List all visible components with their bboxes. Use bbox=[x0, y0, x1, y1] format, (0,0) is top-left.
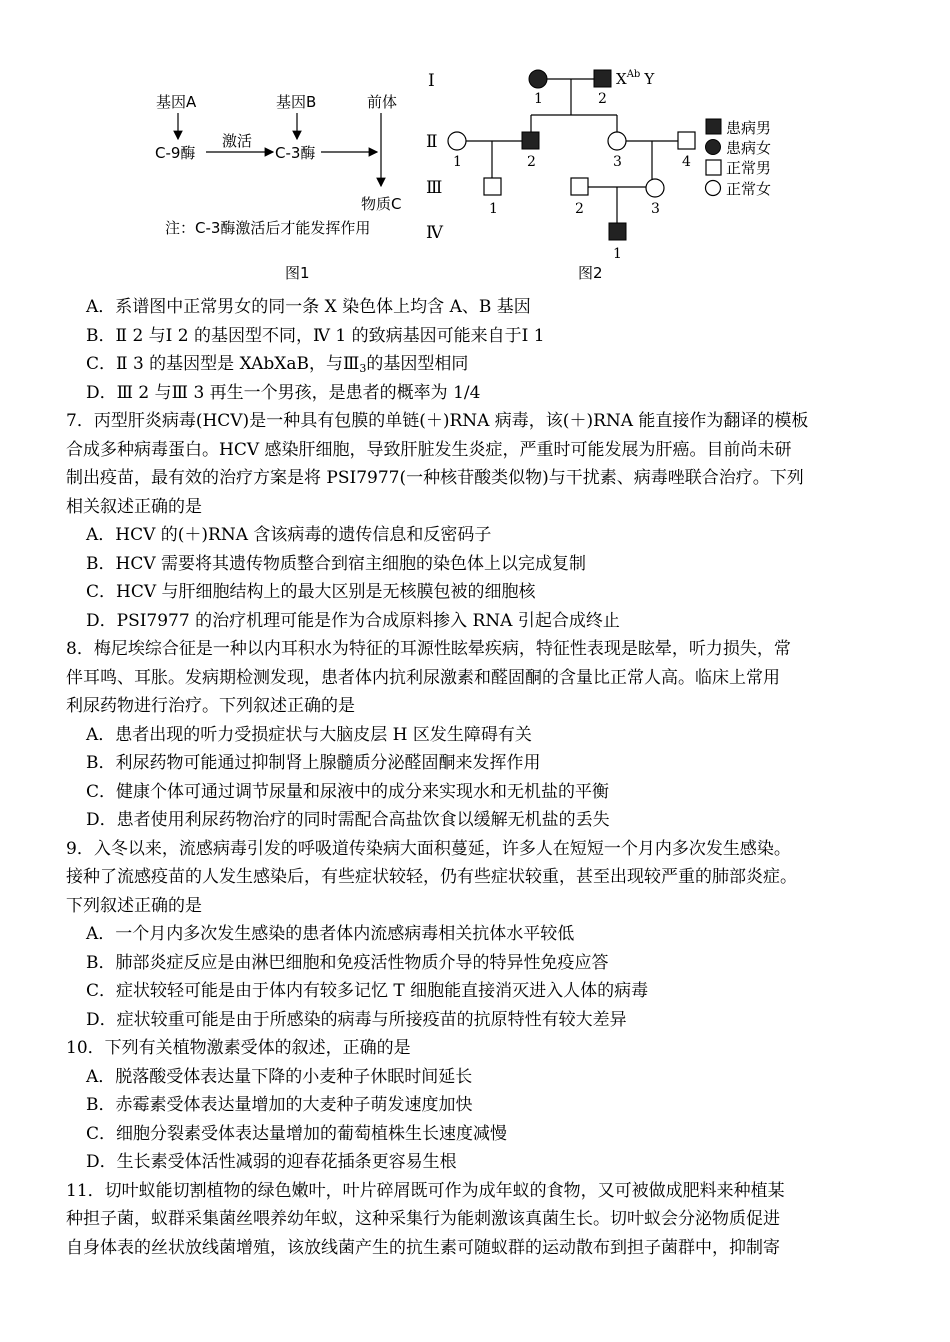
q7-option-d: D．PSI7977 的治疗机理可能是作为合成原料掺入 RNA 引起合成终止 bbox=[86, 611, 620, 631]
legend-normal-female-symbol bbox=[706, 181, 721, 196]
label-IV-1: 1 bbox=[613, 246, 622, 262]
q9-option-c: C．症状较轻可能是由于体内有较多记忆 T 细胞能直接消灭进入人体的病毒 bbox=[86, 981, 649, 1001]
label-II-2: 2 bbox=[527, 154, 536, 170]
generation-3-label: Ⅲ bbox=[426, 178, 443, 198]
q10-option-d: D．生长素受体活性减弱的迎春花插条更容易生根 bbox=[86, 1152, 457, 1172]
legend-affected-male-symbol bbox=[706, 119, 721, 134]
q7-option-b: B．HCV 需要将其遗传物质整合到宿主细胞的染色体上以完成复制 bbox=[86, 554, 587, 574]
q10-option-b: B．赤霉素受体表达量增加的大麦种子萌发速度加快 bbox=[86, 1095, 473, 1115]
gene-b-label: 基因B bbox=[276, 93, 317, 111]
q8-stem-line-3: 利尿药物进行治疗。下列叙述正确的是 bbox=[66, 696, 355, 716]
pedigree-II-1-normal-female bbox=[448, 132, 466, 150]
pedigree-I-1-affected-female bbox=[529, 70, 547, 88]
label-II-3: 3 bbox=[613, 154, 622, 170]
q9-option-a: A．一个月内多次发生感染的患者体内流感病毒相关抗体水平较低 bbox=[86, 924, 575, 944]
q10-option-a: A．脱落酸受体表达量下降的小麦种子休眠时间延长 bbox=[86, 1067, 473, 1087]
activate-label: 激活 bbox=[222, 132, 253, 150]
figure-2-caption: 图2 bbox=[578, 264, 603, 282]
figure-area bbox=[0, 0, 950, 290]
label-I-2: 2 bbox=[598, 91, 607, 107]
q6-option-c-part2: 的基因型相同 bbox=[366, 354, 469, 374]
label-II-4: 4 bbox=[682, 154, 691, 170]
label-III-3: 3 bbox=[651, 201, 660, 217]
q7-stem-line-2: 合成多种病毒蛋白。HCV 感染肝细胞，导致肝脏发生炎症，严重时可能发展为肝癌。目前尚未研 bbox=[66, 440, 792, 460]
q9-stem-line-1: 9．入冬以来，流感病毒引发的呼吸道传染病大面积蔓延，许多人在短短一个月内多次发生感染。 bbox=[66, 839, 791, 859]
q6-option-c-part1: C．Ⅱ 3 的基因型是 XAbXaB，与Ⅲ bbox=[86, 354, 360, 374]
q8-option-c: C．健康个体可通过调节尿量和尿液中的成分来实现水和无机盐的平衡 bbox=[86, 782, 610, 802]
label-I-1: 1 bbox=[534, 91, 543, 107]
c9-enzyme-label: C-9酶 bbox=[155, 144, 196, 162]
label-II-1: 1 bbox=[453, 154, 462, 170]
q10-option-c: C．细胞分裂素受体表达量增加的葡萄植株生长速度减慢 bbox=[86, 1124, 508, 1144]
pedigree-II-2-affected-male bbox=[522, 132, 539, 149]
pedigree-III-3-normal-female bbox=[646, 179, 664, 197]
pedigree-I-2-affected-male bbox=[594, 70, 611, 87]
pedigree-III-2-normal-male bbox=[571, 178, 588, 195]
q11-stem-line-2: 种担子菌，蚁群采集菌丝喂养幼年蚁，这种采集行为能刺激该真菌生长。切叶蚁会分泌物质促进 bbox=[66, 1209, 780, 1229]
genotype-base: X bbox=[616, 70, 627, 88]
q9-stem-line-2: 接种了流感疫苗的人发生感染后，有些症状较轻，仍有些症状较重，甚至出现较严重的肺部炎症。 bbox=[66, 867, 797, 887]
label-III-1: 1 bbox=[489, 201, 498, 217]
label-III-2: 2 bbox=[575, 201, 584, 217]
legend-normal-male-symbol bbox=[706, 160, 721, 175]
q7-option-a: A．HCV 的(＋)RNA 含该病毒的遗传信息和反密码子 bbox=[86, 525, 492, 545]
generation-2-label: Ⅱ bbox=[426, 132, 438, 152]
q8-option-d: D．患者使用利尿药物治疗的同时需配合高盐饮食以缓解无机盐的丢失 bbox=[86, 810, 610, 830]
pedigree-IV-1-affected-male bbox=[609, 223, 626, 240]
q6-option-c-sub: 3 bbox=[359, 362, 367, 375]
q9-option-b: B．肺部炎症反应是由淋巴细胞和免疫活性物质介导的特异性免疫应答 bbox=[86, 953, 609, 973]
generation-1-label: Ⅰ bbox=[428, 71, 435, 91]
genotype-I-2 bbox=[616, 69, 655, 88]
genotype-y: Y bbox=[644, 70, 655, 88]
figure-2-pedigree bbox=[426, 69, 771, 282]
c3-enzyme-label: C-3酶 bbox=[275, 144, 316, 162]
q11-stem-line-3: 自身体表的丝状放线菌增殖，该放线菌产生的抗生素可随蚁群的运动散布到担子菌群中，抑制寄 bbox=[66, 1238, 780, 1258]
legend-affected-female: 患病女 bbox=[726, 139, 772, 157]
pedigree-legend bbox=[706, 119, 772, 198]
q9-option-d: D．症状较重可能是由于所感染的病毒与所接疫苗的抗原特性有较大差异 bbox=[86, 1010, 627, 1030]
genotype-sup: Ab bbox=[626, 69, 641, 80]
precursor-label: 前体 bbox=[367, 93, 398, 111]
q6-option-b: B．Ⅱ 2 与Ⅰ 2 的基因型不同，Ⅳ 1 的致病基因可能来自于Ⅰ 1 bbox=[86, 326, 545, 346]
q7-stem-line-1: 7．丙型肝炎病毒(HCV)是一种具有包膜的单链(＋)RNA 病毒，该(＋)RNA 能直接作为翻译的模板 bbox=[66, 411, 809, 431]
q8-option-b: B．利尿药物可能通过抑制肾上腺髓质分泌醛固酮来发挥作用 bbox=[86, 753, 541, 773]
q6-option-d: D．Ⅲ 2 与Ⅲ 3 再生一个男孩，是患者的概率为 1/4 bbox=[86, 383, 481, 403]
substance-c-label: 物质C bbox=[361, 195, 402, 213]
generation-4-label: Ⅳ bbox=[426, 223, 443, 243]
q7-stem-line-3: 制出疫苗，最有效的治疗方案是将 PSI7977(一种核苷酸类似物)与干扰素、病毒唑联合治疗。下列 bbox=[66, 468, 804, 488]
legend-affected-female-symbol bbox=[706, 140, 721, 155]
pedigree-II-3-normal-female bbox=[608, 132, 626, 150]
q8-stem-line-1: 8．梅尼埃综合征是一种以内耳积水为特征的耳源性眩晕疾病，特征性表现是眩晕，听力损失，常 bbox=[66, 639, 791, 659]
q10-stem: 10．下列有关植物激素受体的叙述，正确的是 bbox=[66, 1038, 411, 1058]
q11-stem-line-1: 11．切叶蚁能切割植物的绿色嫩叶，叶片碎屑既可作为成年蚁的食物，又可被做成肥料来种植某 bbox=[66, 1181, 785, 1201]
figures-svg bbox=[0, 0, 950, 290]
q6-option-c bbox=[86, 353, 468, 380]
q7-stem-line-4: 相关叙述正确的是 bbox=[66, 497, 202, 517]
pedigree-II-4-normal-male bbox=[678, 132, 695, 149]
gene-a-label: 基因A bbox=[156, 93, 197, 111]
legend-affected-male: 患病男 bbox=[726, 119, 772, 137]
pedigree-III-1-normal-male bbox=[484, 178, 501, 195]
legend-normal-male: 正常男 bbox=[726, 159, 772, 177]
figure-1-note: 注：C-3酶激活后才能发挥作用 bbox=[165, 219, 371, 237]
q8-option-a: A．患者出现的听力受损症状与大脑皮层 H 区发生障碍有关 bbox=[86, 725, 532, 745]
q6-option-a: A．系谱图中正常男女的同一条 X 染色体上均含 A、B 基因 bbox=[86, 297, 531, 317]
q9-stem-line-3: 下列叙述正确的是 bbox=[66, 896, 202, 916]
figure-1-pathway bbox=[155, 93, 401, 282]
figure-1-caption: 图1 bbox=[285, 264, 310, 282]
q8-stem-line-2: 伴耳鸣、耳胀。发病期检测发现，患者体内抗利尿激素和醛固酮的含量比正常人高。临床上常用 bbox=[66, 668, 780, 688]
legend-normal-female: 正常女 bbox=[726, 180, 772, 198]
q7-option-c: C．HCV 与肝细胞结构上的最大区别是无核膜包被的细胞核 bbox=[86, 582, 536, 602]
